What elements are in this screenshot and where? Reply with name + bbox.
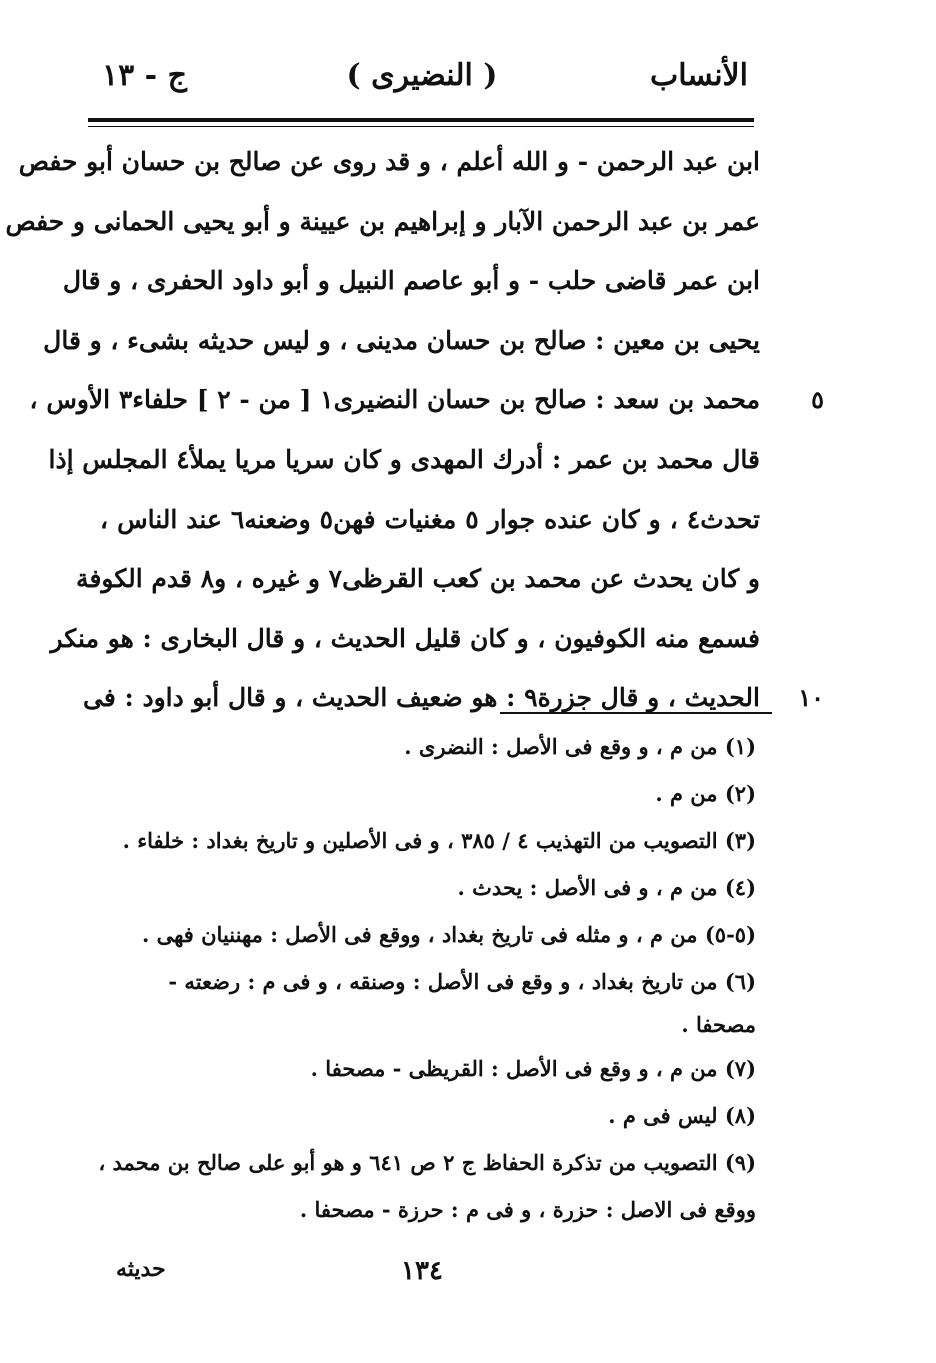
text-line (43, 311, 760, 371)
header-rule-thick (88, 118, 754, 122)
footnote-separator (500, 712, 772, 714)
header-entry-name: ( النضيرى ) (346, 58, 498, 93)
line-text: فسمع منه الكوفيون ، و كان قليل الحديث ، و قال البخارى : هو منكر (50, 623, 760, 653)
text-line (76, 549, 760, 609)
line-text: محمد بن سعد : صالح بن حسان النضيرى١ [ من - ٢ ] حلفاء٣ الأوس ، (29, 385, 760, 415)
page-number: ١٣٤ (401, 1256, 443, 1286)
text-line (50, 609, 760, 669)
footnote: (٢) من م . (655, 781, 756, 806)
footnote: (٣) التصويب من التهذيب ٤ / ٣٨٥ ، و فى الأصلين و تاريخ بغداد : خلفاء . (122, 828, 756, 853)
footnote: (٨) ليس فى م . (608, 1103, 756, 1128)
running-header (88, 52, 756, 112)
line-number: ٥ (811, 385, 824, 415)
line-text: يحيى بن معين : صالح بن حسان مدينى ، و ليس حديثه بشىء ، و قال (43, 325, 760, 355)
footnote-continuation: مصحفا . (681, 1012, 756, 1037)
line-text: تحدث٤ ، و كان عنده جوار ٥ مغنيات فهن٥ وضعنه٦ عند الناس ، (100, 504, 760, 534)
text-line (62, 251, 760, 311)
text-line (5, 192, 760, 252)
line-text: قال محمد بن عمر : أدرك المهدى و كان سريا مريا يملأ٤ المجلس إذا (48, 444, 760, 474)
footnote: (١) من م ، و وقع فى الأصل : النضرى . (404, 734, 756, 759)
footnote: (٥-٥) من م ، و مثله فى تاريخ بغداد ، ووقع فى الأصل : مهننيان فهى . (141, 922, 756, 947)
line-text: عمر بن عبد الرحمن الآبار و إبراهيم بن عيينة و أبو يحيى الحمانى و حفص (5, 206, 760, 236)
text-line (83, 668, 824, 728)
header-book-title: الأنساب (650, 58, 748, 93)
footnote: (٩) التصويب من تذكرة الحفاظ ج ٢ ص ٦٤١ و هو أبو على صالح بن محمد ، (98, 1150, 756, 1175)
header-rule-thin (88, 126, 754, 127)
text-line (29, 370, 824, 430)
line-number: ١٠ (798, 683, 824, 713)
text-line (48, 430, 760, 490)
line-text: الحديث ، و قال جزرة٩ : هو ضعيف الحديث ، و قال أبو داود : فى (83, 683, 760, 713)
footnote: (٦) من تاريخ بغداد ، و وقع فى الأصل : وصنقه ، و فى م : رضعته - (168, 969, 756, 994)
text-line (18, 132, 760, 192)
footnote: (٤) من م ، و فى الأصل : يحدث . (457, 875, 756, 900)
header-volume: ج - ١٣ (102, 58, 187, 93)
page-footer (88, 1256, 756, 1296)
line-text: ابن عمر قاضى حلب - و أبو عاصم النبيل و أبو داود الحفرى ، و قال (62, 266, 760, 296)
line-text: ابن عبد الرحمن - و الله أعلم ، و قد روى عن صالح بن حسان أبو حفص (18, 147, 760, 176)
footnotes (100, 723, 756, 1233)
footnote: (٧) من م ، و وقع فى الأصل : القريظى - مصحفا . (310, 1056, 756, 1081)
text-line (100, 490, 760, 550)
catchword: حديثه (116, 1256, 166, 1282)
main-text (5, 132, 824, 728)
footnote-continuation: ووقع فى الاصل : حزرة ، و فى م : حرزة - مصحفا . (299, 1197, 756, 1222)
line-text: و كان يحدث عن محمد بن كعب القرظى٧ و غيره ، و٨ قدم الكوفة (76, 564, 760, 594)
